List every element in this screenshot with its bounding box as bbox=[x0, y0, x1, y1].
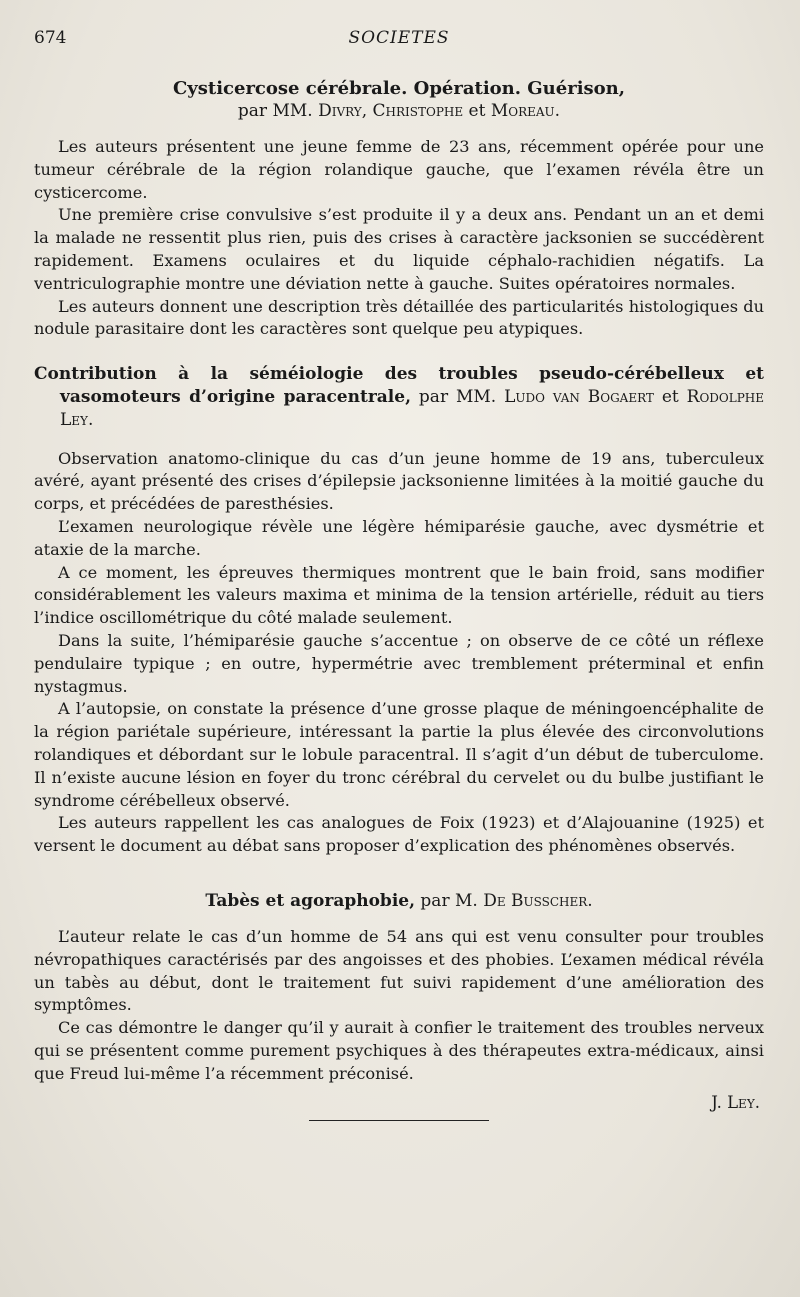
paragraph: A ce moment, les épreuves thermiques montrent que le bain froid, sans modifier considérablement les valeurs maxima et minima de la tension artérielle, réduit au tiers l’indice oscillométrique du côté malade seulement. bbox=[34, 562, 764, 628]
authors-prefix: par MM. bbox=[237, 101, 313, 121]
article-authors bbox=[34, 100, 764, 122]
closing-rule bbox=[309, 1120, 489, 1121]
page-number: 674 bbox=[34, 28, 67, 48]
paragraph: Les auteurs donnent une description très détaillée des particularités histologiques du nodule parasitaire dont les caractères sont quelque peu atypiques. bbox=[34, 296, 764, 339]
article-tabes bbox=[34, 890, 764, 1122]
author-name: Rodolphe Ley. bbox=[60, 386, 765, 430]
authors-join: et bbox=[468, 101, 486, 121]
paragraph: Observation anatomo-clinique du cas d’un jeune homme de 19 ans, tuberculeux avéré, ayant présenté des crises d’épilepsie jacksonienne limitées à la moitié gauche du corps, et précédées de paresthésies. bbox=[34, 448, 764, 514]
article-title: Contribution à la séméiologie des troubles pseudo-cérébelleux et vasomoteurs d’origine paracentrale, bbox=[34, 364, 764, 407]
article-title: Tabès et agoraphobie, bbox=[205, 890, 416, 911]
author-name: Divry, bbox=[318, 101, 368, 121]
paragraph: Une première crise convulsive s’est produite il y a deux ans. Pendant un an et demi la malade ne ressentit plus rien, puis des crises à caractère jacksonien se succédèrent rapidement. Examens oculaires et du liquide céphalo-rachidien négatifs. La ventriculographie montre une déviation nette à gauche. Suites opératoires normales. bbox=[34, 205, 764, 293]
paragraph: A l’autopsie, on constate la présence d’une grosse plaque de méningoencéphalite de la région pariétale supérieure, intéressant la partie la plus élevée des circonvolutions rolandiques et débordant sur le lobule paracentral. Il s’agit d’un début de tuberculome. Il n’existe aucune lésion en foyer du tronc cérébral du cervelet ou du bulbe justifiant le syndrome cérébelleux observé. bbox=[34, 699, 764, 810]
article-contribution bbox=[34, 363, 764, 858]
article-heading bbox=[34, 890, 764, 912]
article-heading bbox=[34, 363, 764, 431]
author-name: Ludo van Bogaert bbox=[504, 386, 654, 407]
authors-join: et bbox=[661, 386, 679, 407]
author-name: De Busscher. bbox=[483, 890, 593, 911]
authors-prefix: par M. bbox=[420, 890, 478, 911]
article-cysticercose bbox=[34, 78, 764, 341]
paragraph: L’examen neurologique révèle une légère hémiparésie gauche, avec dysmétrie et ataxie de la marche. bbox=[34, 516, 764, 559]
article-title: Cysticercose cérébrale. Opération. Guérison, bbox=[172, 78, 626, 99]
running-title: SOCIETES bbox=[348, 28, 450, 48]
author-name: Christophe bbox=[372, 101, 464, 121]
authors-prefix: par MM. bbox=[418, 386, 497, 407]
signature: J. Ley. bbox=[711, 1093, 760, 1113]
running-header bbox=[34, 28, 764, 54]
paragraph: L’auteur relate le cas d’un homme de 54 ans qui est venu consulter pour troubles névropathiques caractérisés par des angoisses et des phobies. L’examen médical révéla un tabès au début, dont le traitement fut suivi rapidement d’une amélioration des symptômes. bbox=[34, 926, 764, 1015]
paragraph: Les auteurs présentent une jeune femme de 23 ans, récemment opérée pour une tumeur cérébrale de la région rolandique gauche, que l’examen révéla être un cysticercome. bbox=[34, 137, 764, 202]
author-name: Moreau. bbox=[490, 101, 561, 121]
paragraph: Les auteurs rappellent les cas analogues de Foix (1923) et d’Alajouanine (1925) et versent le document au débat sans proposer d’explication des phénomènes observés. bbox=[34, 813, 764, 856]
paragraph: Dans la suite, l’hémiparésie gauche s’accentue ; on observe de ce côté un réflexe pendulaire typique ; en outre, hypermétrie avec tremblement préterminal et enfin nystagmus. bbox=[34, 630, 764, 696]
paragraph: Ce cas démontre le danger qu’il y aurait à confier le traitement des troubles nerveux qui se présentent comme purement psychiques à des thérapeutes extra-médicaux, ainsi que Freud lui-même l’a récemment préconisé. bbox=[34, 1018, 764, 1083]
